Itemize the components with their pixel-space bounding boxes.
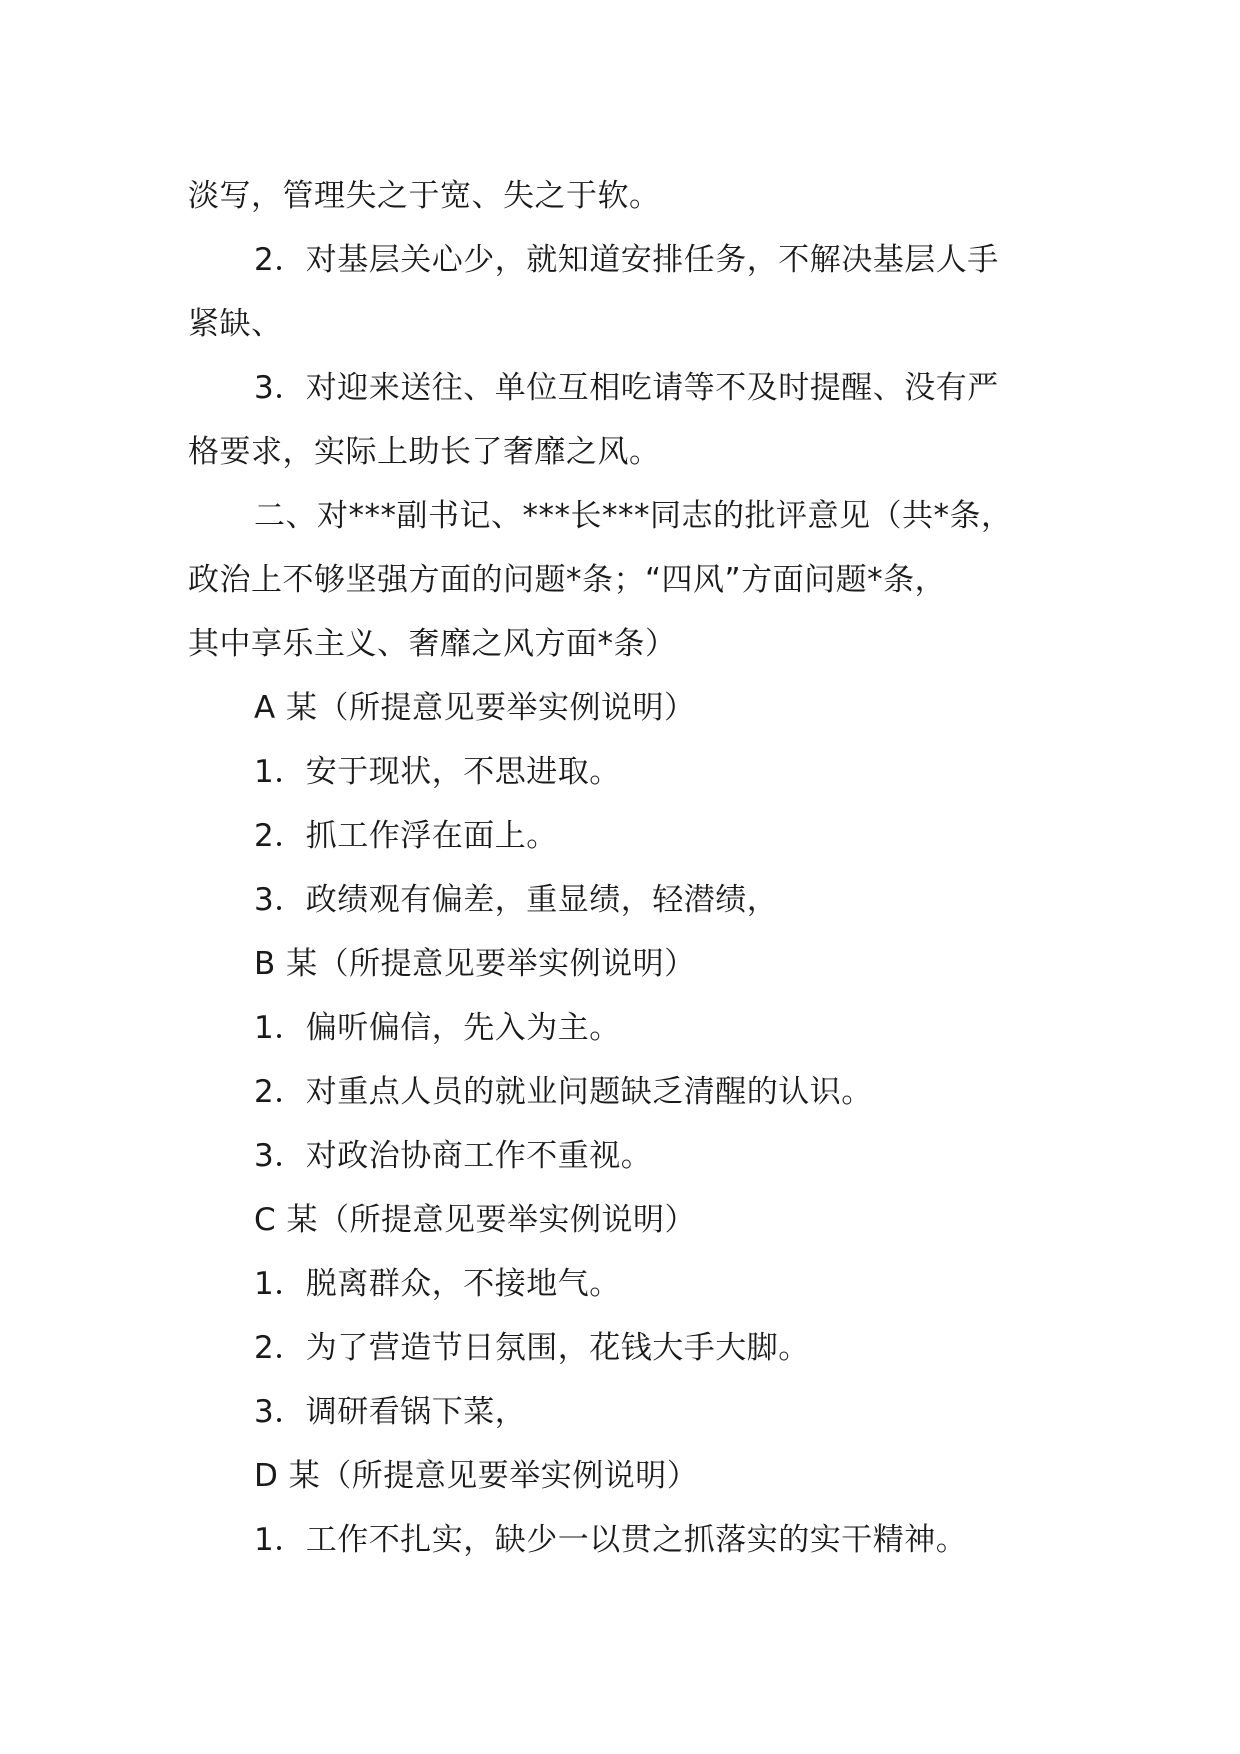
list-item: 2．抓工作浮在面上。 — [254, 818, 558, 854]
list-item-2: 2．对基层关心少，就知道安排任务，不解决基层人手 — [254, 242, 999, 278]
list-item: 3．调研看锅下菜， — [254, 1394, 527, 1430]
list-item: 3．政绩观有偏差，重显绩，轻潜绩， — [254, 882, 779, 918]
list-item: 1．脱离群众，不接地气。 — [254, 1266, 621, 1302]
list-item: 1．偏听偏信，先入为主。 — [254, 1010, 621, 1046]
list-item: 2．对重点人员的就业问题缺乏清醒的认识。 — [254, 1074, 873, 1110]
section-heading-2: 二、对***副书记、***长***同志的批评意见（共*条， — [254, 498, 1013, 534]
person-heading-c: C 某（所提意见要举实例说明） — [254, 1202, 696, 1238]
list-item-3-continuation: 格要求，实际上助长了奢靡之风。 — [188, 434, 661, 470]
section-heading-2-continuation: 政治上不够坚强方面的问题*条；“四风”方面问题*条， — [188, 562, 947, 598]
list-item: 3．对政治协商工作不重视。 — [254, 1138, 653, 1174]
list-item-2-continuation: 紧缺、 — [188, 306, 283, 342]
paragraph-continuation: 淡写，管理失之于宽、失之于软。 — [188, 178, 661, 214]
person-heading-b: B 某（所提意见要举实例说明） — [254, 946, 696, 982]
section-heading-2-continuation: 其中享乐主义、奢靡之风方面*条） — [188, 626, 677, 662]
person-heading-a: A 某（所提意见要举实例说明） — [254, 690, 696, 726]
list-item: 1．工作不扎实，缺少一以贯之抓落实的实干精神。 — [254, 1522, 968, 1558]
list-item: 2．为了营造节日氛围，花钱大手大脚。 — [254, 1330, 810, 1366]
list-item: 1．安于现状，不思进取。 — [254, 754, 621, 790]
list-item-3: 3．对迎来送往、单位互相吃请等不及时提醒、没有严 — [254, 370, 999, 406]
person-heading-d: D 某（所提意见要举实例说明） — [254, 1458, 699, 1494]
